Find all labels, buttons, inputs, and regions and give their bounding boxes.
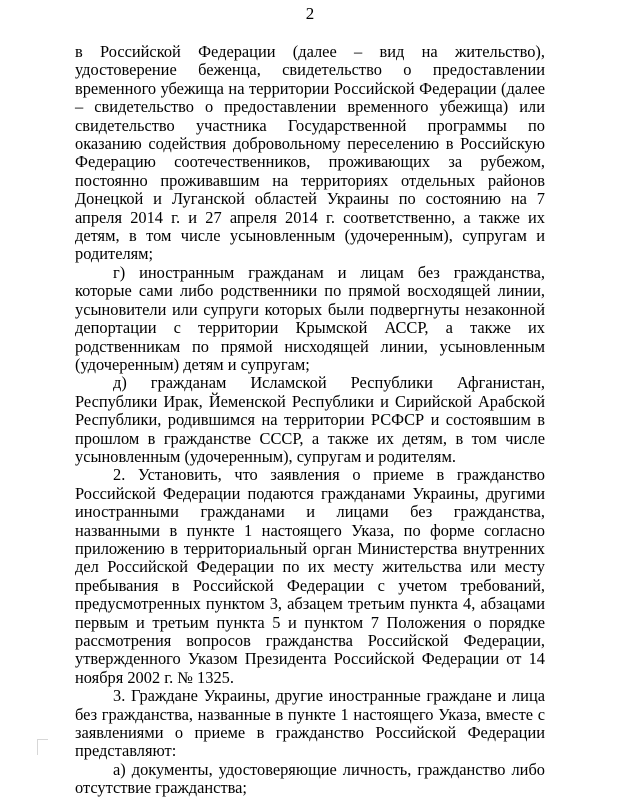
paragraph-item-3: 3. Граждане Украины, другие иностранные граждане и лица без гражданства, названные в пункте 1 настоящего Указа, вместе с заявлениями о приеме в гражданство Российской Федерации представляют: [75, 686, 545, 761]
paragraph-subitem-d: д) гражданам Исламской Республики Афганистан, Республики Ирак, Йеменской Республики и Сирийской Арабской Республики, родившимся на территории РСФСР и состоявшим в прошлом в гражданстве СССР, а также их детям, в том числе усыновленным (удочеренным), супругам и родителям. [75, 373, 545, 466]
paragraph-subitem-a: а) документы, удостоверяющие личность, гражданство либо отсутствие гражданства; [75, 759, 545, 798]
scan-margin-mark [37, 739, 48, 755]
page-number: 2 [305, 4, 315, 23]
document-body [75, 43, 545, 798]
paragraph-continuation: в Российской Федерации (далее – вид на жительство), удостоверение беженца, свидетельство о предоставлении временного убежища на территории Российской Федерации (далее – свидетельство о предоставлении временного убежища) или свидетельство участника Государственной программы по оказанию содействия добровольному переселению в Российскую Федерацию соотечественников, проживающих за рубежом, постоянно проживавшим на территориях отдельных районов Донецкой и Луганской областей Украины по состоянию на 7 апреля 2014 г. и 27 апреля 2014 г. соответственно, а также их детям, в том числе усыновленным (удочеренным), супругам и родителям; [75, 42, 545, 264]
paragraph-item-2: 2. Установить, что заявления о приеме в гражданство Российской Федерации подаются гражданами Украины, другими иностранными гражданами и лицами без гражданства, названными в пункте 1 настоящего Указа, по форме согласно приложению в территориальный орган Министерства внутренних дел Российской Федерации по их месту жительства или месту пребывания в Российской Федерации с учетом требований, предусмотренных пунктом 3, абзацем третьим пункта 4, абзацами первым и третьим пункта 5 и пунктом 7 Положения о порядке рассмотрения вопросов гражданства Российской Федерации, утвержденного Указом Президента Российской Федерации от 14 ноября 2002 г. № 1325. [75, 465, 545, 687]
paragraph-subitem-g: г) иностранным гражданам и лицам без гражданства, которые сами либо родственники по прямой восходящей линии, усыновители или супруги которых были подвергнуты незаконной депортации с территории Крымской АССР, а также их родственникам по прямой нисходящей линии, усыновленным (удочеренным) детям и супругам; [75, 262, 545, 374]
